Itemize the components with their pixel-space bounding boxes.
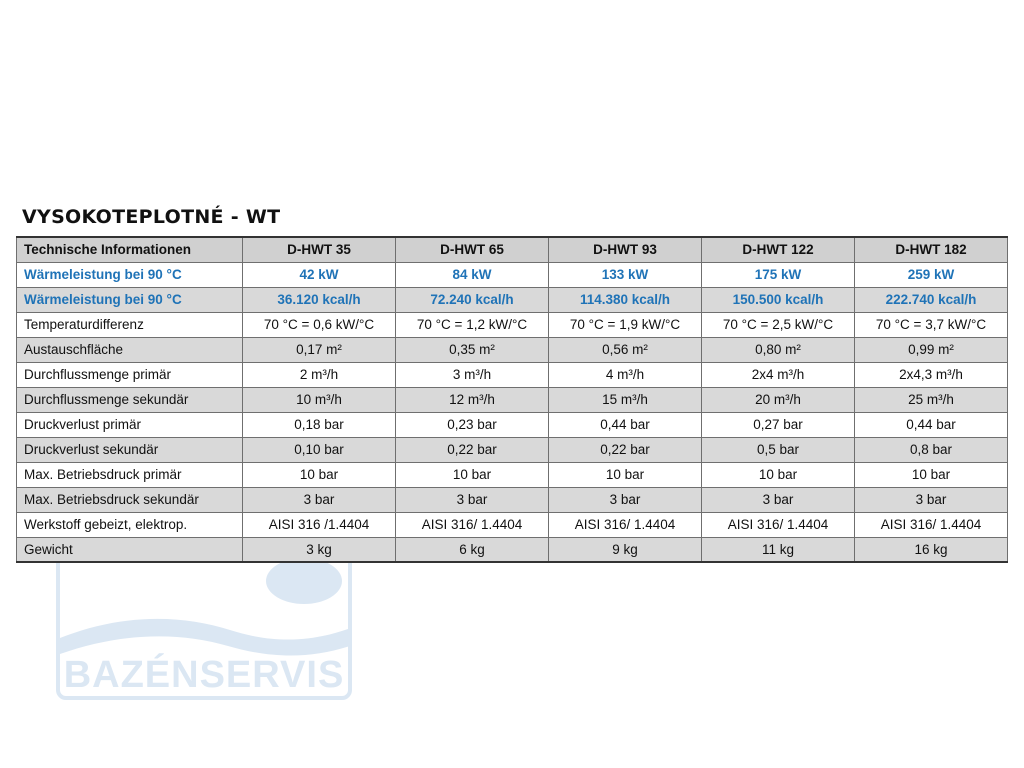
table-cell: 0,5 bar xyxy=(702,437,855,462)
table-row xyxy=(17,512,1008,537)
row-label: Durchflussmenge sekundär xyxy=(17,387,243,412)
table-cell: 84 kW xyxy=(396,262,549,287)
table-cell: AISI 316/ 1.4404 xyxy=(549,512,702,537)
row-label: Max. Betriebsdruck sekundär xyxy=(17,487,243,512)
table-row xyxy=(17,462,1008,487)
table-cell: 0,80 m² xyxy=(702,337,855,362)
table-cell: 2x4 m³/h xyxy=(702,362,855,387)
table-cell: 0,22 bar xyxy=(549,437,702,462)
table-cell: 11 kg xyxy=(702,537,855,562)
table-cell: 114.380 kcal/h xyxy=(549,287,702,312)
wave-icon xyxy=(60,600,352,660)
row-label: Austauschfläche xyxy=(17,337,243,362)
table-cell: 3 bar xyxy=(396,487,549,512)
table-cell: 10 bar xyxy=(702,462,855,487)
row-label: Druckverlust sekundär xyxy=(17,437,243,462)
header-model-d-hwt-35: D-HWT 35 xyxy=(243,237,396,262)
row-label: Temperaturdifferenz xyxy=(17,312,243,337)
table-cell: 0,99 m² xyxy=(855,337,1008,362)
table-cell: AISI 316/ 1.4404 xyxy=(396,512,549,537)
table-cell: 3 bar xyxy=(702,487,855,512)
table-cell: 150.500 kcal/h xyxy=(702,287,855,312)
header-model-d-hwt-182: D-HWT 182 xyxy=(855,237,1008,262)
table-cell: 0,17 m² xyxy=(243,337,396,362)
table-row xyxy=(17,312,1008,337)
table-cell: 133 kW xyxy=(549,262,702,287)
header-label-column: Technische Informationen xyxy=(17,237,243,262)
table-cell: 10 bar xyxy=(549,462,702,487)
table-cell: 70 °C = 2,5 kW/°C xyxy=(702,312,855,337)
table-row xyxy=(17,287,1008,312)
header-model-d-hwt-93: D-HWT 93 xyxy=(549,237,702,262)
table-cell: 12 m³/h xyxy=(396,387,549,412)
table-cell: 70 °C = 3,7 kW/°C xyxy=(855,312,1008,337)
table-cell: 16 kg xyxy=(855,537,1008,562)
table-cell: 25 m³/h xyxy=(855,387,1008,412)
table-cell: 72.240 kcal/h xyxy=(396,287,549,312)
table-cell: 20 m³/h xyxy=(702,387,855,412)
table-row xyxy=(17,537,1008,562)
spec-table-body xyxy=(17,262,1008,562)
table-cell: 0,18 bar xyxy=(243,412,396,437)
table-cell: AISI 316 /1.4404 xyxy=(243,512,396,537)
table-cell: AISI 316/ 1.4404 xyxy=(702,512,855,537)
table-row xyxy=(17,437,1008,462)
row-label: Max. Betriebsdruck primär xyxy=(17,462,243,487)
table-cell: 10 bar xyxy=(243,462,396,487)
table-cell: 4 m³/h xyxy=(549,362,702,387)
watermark-text: BAZÉNSERVIS xyxy=(63,654,345,696)
table-cell: 0,8 bar xyxy=(855,437,1008,462)
table-cell: 42 kW xyxy=(243,262,396,287)
table-row xyxy=(17,387,1008,412)
table-row xyxy=(17,487,1008,512)
row-label: Durchflussmenge primär xyxy=(17,362,243,387)
table-cell: 0,23 bar xyxy=(396,412,549,437)
table-cell: 70 °C = 1,9 kW/°C xyxy=(549,312,702,337)
table-cell: 70 °C = 0,6 kW/°C xyxy=(243,312,396,337)
table-cell: 10 m³/h xyxy=(243,387,396,412)
table-cell: 0,44 bar xyxy=(549,412,702,437)
row-label: Druckverlust primär xyxy=(17,412,243,437)
water-drop-icon xyxy=(266,558,342,604)
table-cell: 0,56 m² xyxy=(549,337,702,362)
table-row xyxy=(17,362,1008,387)
table-cell: 10 bar xyxy=(855,462,1008,487)
table-cell: 10 bar xyxy=(396,462,549,487)
table-cell: 3 kg xyxy=(243,537,396,562)
table-cell: 2 m³/h xyxy=(243,362,396,387)
table-cell: 0,10 bar xyxy=(243,437,396,462)
table-cell: AISI 316/ 1.4404 xyxy=(855,512,1008,537)
table-cell: 36.120 kcal/h xyxy=(243,287,396,312)
table-cell: 0,27 bar xyxy=(702,412,855,437)
table-row xyxy=(17,262,1008,287)
table-cell: 9 kg xyxy=(549,537,702,562)
header-model-d-hwt-65: D-HWT 65 xyxy=(396,237,549,262)
table-cell: 0,35 m² xyxy=(396,337,549,362)
table-cell: 175 kW xyxy=(702,262,855,287)
row-label: Werkstoff gebeizt, elektrop. xyxy=(17,512,243,537)
table-cell: 3 bar xyxy=(549,487,702,512)
header-model-d-hwt-122: D-HWT 122 xyxy=(702,237,855,262)
table-cell: 15 m³/h xyxy=(549,387,702,412)
row-label: Gewicht xyxy=(17,537,243,562)
table-cell: 3 bar xyxy=(855,487,1008,512)
table-cell: 3 m³/h xyxy=(396,362,549,387)
spec-table xyxy=(16,236,1008,563)
table-cell: 6 kg xyxy=(396,537,549,562)
table-cell: 222.740 kcal/h xyxy=(855,287,1008,312)
row-label: Wärmeleistung bei 90 °C xyxy=(17,262,243,287)
table-cell: 2x4,3 m³/h xyxy=(855,362,1008,387)
table-cell: 0,44 bar xyxy=(855,412,1008,437)
table-row xyxy=(17,337,1008,362)
table-cell: 3 bar xyxy=(243,487,396,512)
table-row xyxy=(17,412,1008,437)
table-cell: 0,22 bar xyxy=(396,437,549,462)
page-title: VYSOKOTEPLOTNÉ - WT xyxy=(22,206,281,228)
table-header-row xyxy=(17,237,1008,262)
table-cell: 70 °C = 1,2 kW/°C xyxy=(396,312,549,337)
table-cell: 259 kW xyxy=(855,262,1008,287)
row-label: Wärmeleistung bei 90 °C xyxy=(17,287,243,312)
